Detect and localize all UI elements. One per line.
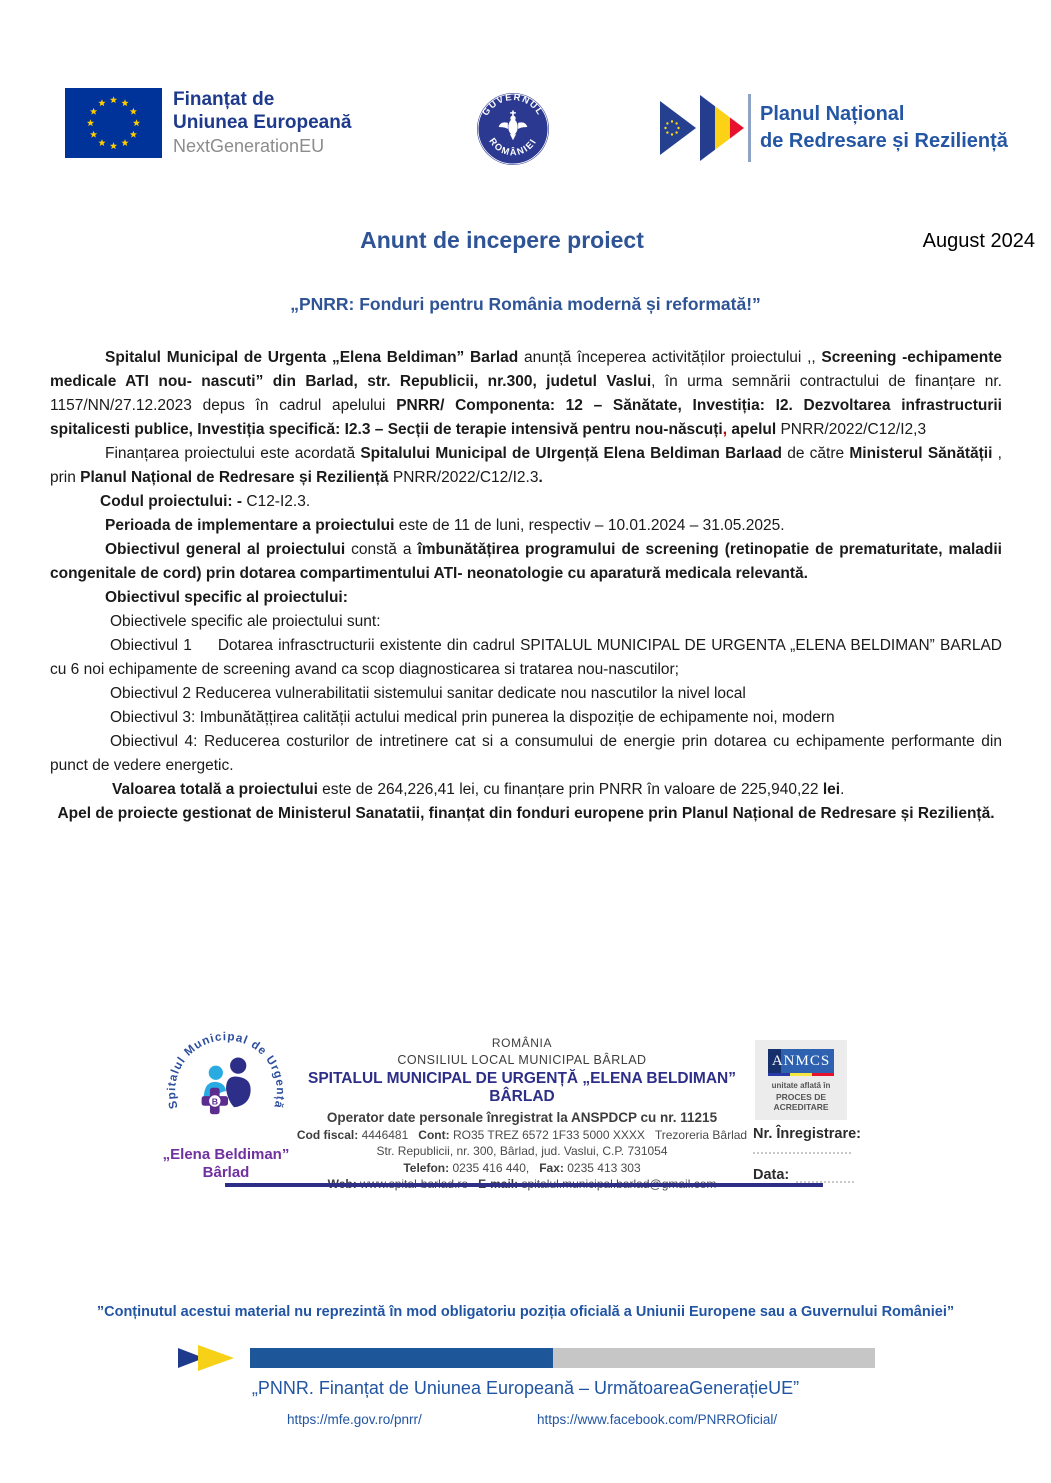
- text-run: 0235 413 303: [567, 1160, 641, 1175]
- text-run: Planul Național de Redresare și Reziliență: [80, 469, 389, 486]
- document-date: August 2024: [922, 230, 1035, 252]
- total-value-paragraph: [50, 778, 1002, 802]
- hospital-logo-arc-text: Spitalul Municipal de Urgență: [165, 1030, 287, 1111]
- anmcs-line1: unitate aflată în: [771, 1080, 831, 1090]
- seal-top-text: GUVERNUL: [480, 92, 546, 118]
- eu-funding-logo: [65, 88, 351, 159]
- text-run: .: [840, 781, 845, 798]
- text-run: Dotarea infrasctructurii existente din cadrul SPITALUL MUNICIPAL DE URGENTA „ELENA BELDIMAN” BARLAD cu 6 noi echipamente de screening avand ca scop diagnosticarea si tratarea nou-nascutilor;: [50, 637, 1002, 678]
- text-run: este de 11 de luni, respectiv – 10.01.2024 – 31.05.2025.: [394, 517, 785, 534]
- text-run: Apel de proiecte gestionat de Ministerul Sanatatii, finanțat din fonduri europene prin Planul Național de Redresare și Reziliență.: [57, 805, 995, 822]
- text-run: Spitalul Municipal de Urgenta „Elena Beldiman” Barlad: [105, 349, 519, 366]
- registration-dotted-line: [753, 1151, 851, 1154]
- objective-4: [50, 730, 1002, 778]
- footer-link-facebook[interactable]: https://www.facebook.com/PNRROficial/: [537, 1412, 778, 1427]
- hospital-logo-icon: [160, 1028, 292, 1150]
- text-run: Ministerul Sănătății: [849, 445, 993, 462]
- specific-objectives-intro: [50, 610, 1002, 634]
- eu-funding-line3: NextGenerationEU: [173, 136, 325, 156]
- text-run: Valoarea totală a proiectului: [112, 781, 318, 798]
- specific-objective-heading: [50, 586, 1002, 610]
- letterhead-council: CONSILIUL LOCAL MUNICIPAL BÂRLAD: [397, 1053, 647, 1067]
- pnrr-logo: [660, 94, 1008, 162]
- text-run: Spitalului Municipal de UIrgență Elena Beldiman Barlaad: [360, 445, 782, 462]
- objective-2: [50, 682, 1002, 706]
- objective-3: [50, 706, 1002, 730]
- text-run: Perioada de implementare a proiectului: [105, 517, 395, 534]
- anmcs-logo-icon: [768, 1049, 834, 1073]
- text-run: apelul: [727, 421, 781, 438]
- text-run: , prin: [50, 445, 1002, 486]
- text-run: , în urma semnării contractului de finanțare nr. 1157/NN/27.12.2023 depus în cadrul apelului: [50, 373, 1002, 414]
- eu-funding-line1: Finanțat de: [173, 89, 275, 110]
- anmcs-acronym: ANMCS: [771, 1052, 831, 1069]
- eu-flag-icon: [65, 88, 162, 158]
- text-run: C12-I2.3.: [246, 493, 311, 510]
- registration-block: [753, 1126, 883, 1183]
- pnrr-logo-icon: [660, 95, 748, 161]
- text-run: Obiectivul specific al proiectului:: [105, 589, 348, 606]
- text-run: PNRR/ Componenta: 12 – Sănătate, Investiția: I2. Dezvoltarea infrastructurii spitalicesti publice, Investiția specifică: I2.3 – Secții de terapie intensivă pentru nou-născuți: [50, 397, 1002, 438]
- anmcs-tricolor-bar: [768, 1073, 834, 1076]
- text-run: Obiectivul 3: Imbunătățțirea calității actului medical prin punerea la dispoziție de echipamente noi, modern: [110, 709, 835, 726]
- text-run: este de 264,226,41 lei, cu finanțare prin PNRR în valoare de 225,940,22: [317, 781, 823, 798]
- text-run: PNRR/2022/C12/I2.3: [388, 469, 539, 486]
- letterhead-fiscal-line: [292, 1128, 752, 1142]
- disclaimer-text: ”Conținutul acestui material nu reprezintă în mod obligatoriu poziția oficială a Uniunii Europene sau a Guvernului României”: [96, 1304, 955, 1320]
- letterhead-phone-line: [292, 1161, 752, 1175]
- pnrr-footer-bar: [178, 1345, 878, 1371]
- text-run: Screening -echipamente medicale ATI nou- nascuti” din Barlad, str. Republicii, nr.300, judetul Vaslui: [50, 349, 1002, 390]
- anmcs-accreditation-badge: [755, 1040, 847, 1120]
- letterhead-text-block: [292, 1036, 752, 1191]
- text-run: Finanțarea proiectului este acordată: [105, 445, 361, 462]
- general-objective-paragraph: [50, 538, 1002, 586]
- pnrr-logo-line1: Planul Național: [760, 103, 905, 125]
- letterhead-address: Str. Republicii, nr. 300, Bârlad, jud. Vaslui, C.P. 731054: [376, 1144, 668, 1158]
- hospital-logo-name-line1: „Elena Beldiman”: [162, 1146, 290, 1163]
- text-run: PNRR/2022/C12/I2,3: [780, 421, 927, 438]
- project-code-line: [50, 490, 1002, 514]
- letterhead-country: ROMÂNIA: [491, 1036, 553, 1050]
- pnrr-logo-line2: de Redresare și Reziliență: [760, 130, 1008, 152]
- text-run: 0235 416 440,: [452, 1160, 530, 1175]
- seal-bottom-text: ROMÂNIEI: [487, 136, 539, 158]
- government-seal-icon: [476, 92, 550, 166]
- implementation-period-paragraph: [50, 514, 1002, 538]
- text-run: lei: [822, 781, 841, 798]
- document-title: Anunt de incepere proiect: [360, 227, 644, 253]
- letterhead-operator: Operator date personale înregistrat la ANSPDCP cu nr. 11215: [326, 1110, 718, 1125]
- letterhead-hospital-name: SPITALUL MUNICIPAL DE URGENȚĂ „ELENA BELDIMAN” BÂRLAD: [308, 1070, 736, 1105]
- text-run: îmbunătățirea programului de screening (retinopatie de prematuritate, maladii congenitale de cord) prin dotarea compartimentului ATI- neonatologie cu aparatură medicala relevantă.: [50, 541, 1002, 582]
- hospital-logo-name: [146, 1146, 306, 1182]
- objective-1: [50, 634, 1002, 682]
- document-subtitle: „PNRR: Fonduri pentru România modernă și reformată!”: [290, 294, 761, 314]
- funding-paragraph: [50, 442, 1002, 490]
- text-run: ,: [722, 421, 728, 438]
- text-run: Codul proiectului: -: [100, 493, 247, 510]
- text-run: constă a: [345, 541, 418, 558]
- date-label: Data:: [753, 1167, 790, 1183]
- intro-paragraph: [50, 346, 1002, 442]
- text-run: Trezoreria Bârlad: [654, 1127, 748, 1142]
- text-run: anunță începerea activităților proiectului ,,: [518, 349, 822, 366]
- text-run: Obiectivul general al proiectului: [105, 541, 346, 558]
- document-body: [50, 346, 1002, 826]
- text-run: Obiectivul 4: Reducerea costurilor de intretinere cat si a consumului de energie prin dotarea cu echipamente performante din punct de vedere energetic.: [50, 733, 1002, 774]
- text-run: 4446481: [361, 1127, 409, 1142]
- text-run: Obiectivul 2 Reducerea vulnerabilitatii sistemului sanitar dedicate nou nascutilor la nivel local: [110, 685, 746, 702]
- letterhead-divider: [225, 1183, 823, 1187]
- pnrr-logo-divider: [748, 94, 751, 162]
- footer-link-mfe[interactable]: https://mfe.gov.ro/pnrr/: [287, 1412, 422, 1427]
- anmcs-line2: PROCES DE ACREDITARE: [773, 1091, 829, 1112]
- text-run: Obiectivul 1: [110, 637, 192, 654]
- text-run: Fax:: [539, 1160, 564, 1175]
- registration-number-label: Nr. Înregistrare:: [753, 1126, 861, 1142]
- text-run: Telefon:: [403, 1160, 450, 1175]
- text-run: .: [538, 469, 543, 486]
- hospital-logo-monogram: B: [211, 1096, 218, 1107]
- call-management-paragraph: [50, 802, 1002, 826]
- text-run: RO35 TREZ 6572 1F33 5000 XXXX: [452, 1127, 645, 1142]
- text-run: de către: [781, 445, 850, 462]
- text-run: Cod fiscal:: [296, 1127, 359, 1142]
- eu-funding-line2: Uniunea Europeană: [173, 112, 352, 133]
- text-run: Cont:: [418, 1127, 450, 1142]
- text-run: Obiectivele specific ale proiectului sunt:: [110, 613, 381, 630]
- date-dotted-line: [796, 1169, 854, 1183]
- footer-triangle-yellow-icon: [198, 1345, 234, 1371]
- footer-slogan: „PNNR. Finanțat de Uniunea Europeană – UrmătoareaGenerațieUE”: [251, 1378, 800, 1398]
- hospital-logo-name-line2: Bârlad: [202, 1164, 250, 1181]
- footer-bar-gray: [553, 1348, 875, 1368]
- footer-bar-blue: [250, 1348, 553, 1368]
